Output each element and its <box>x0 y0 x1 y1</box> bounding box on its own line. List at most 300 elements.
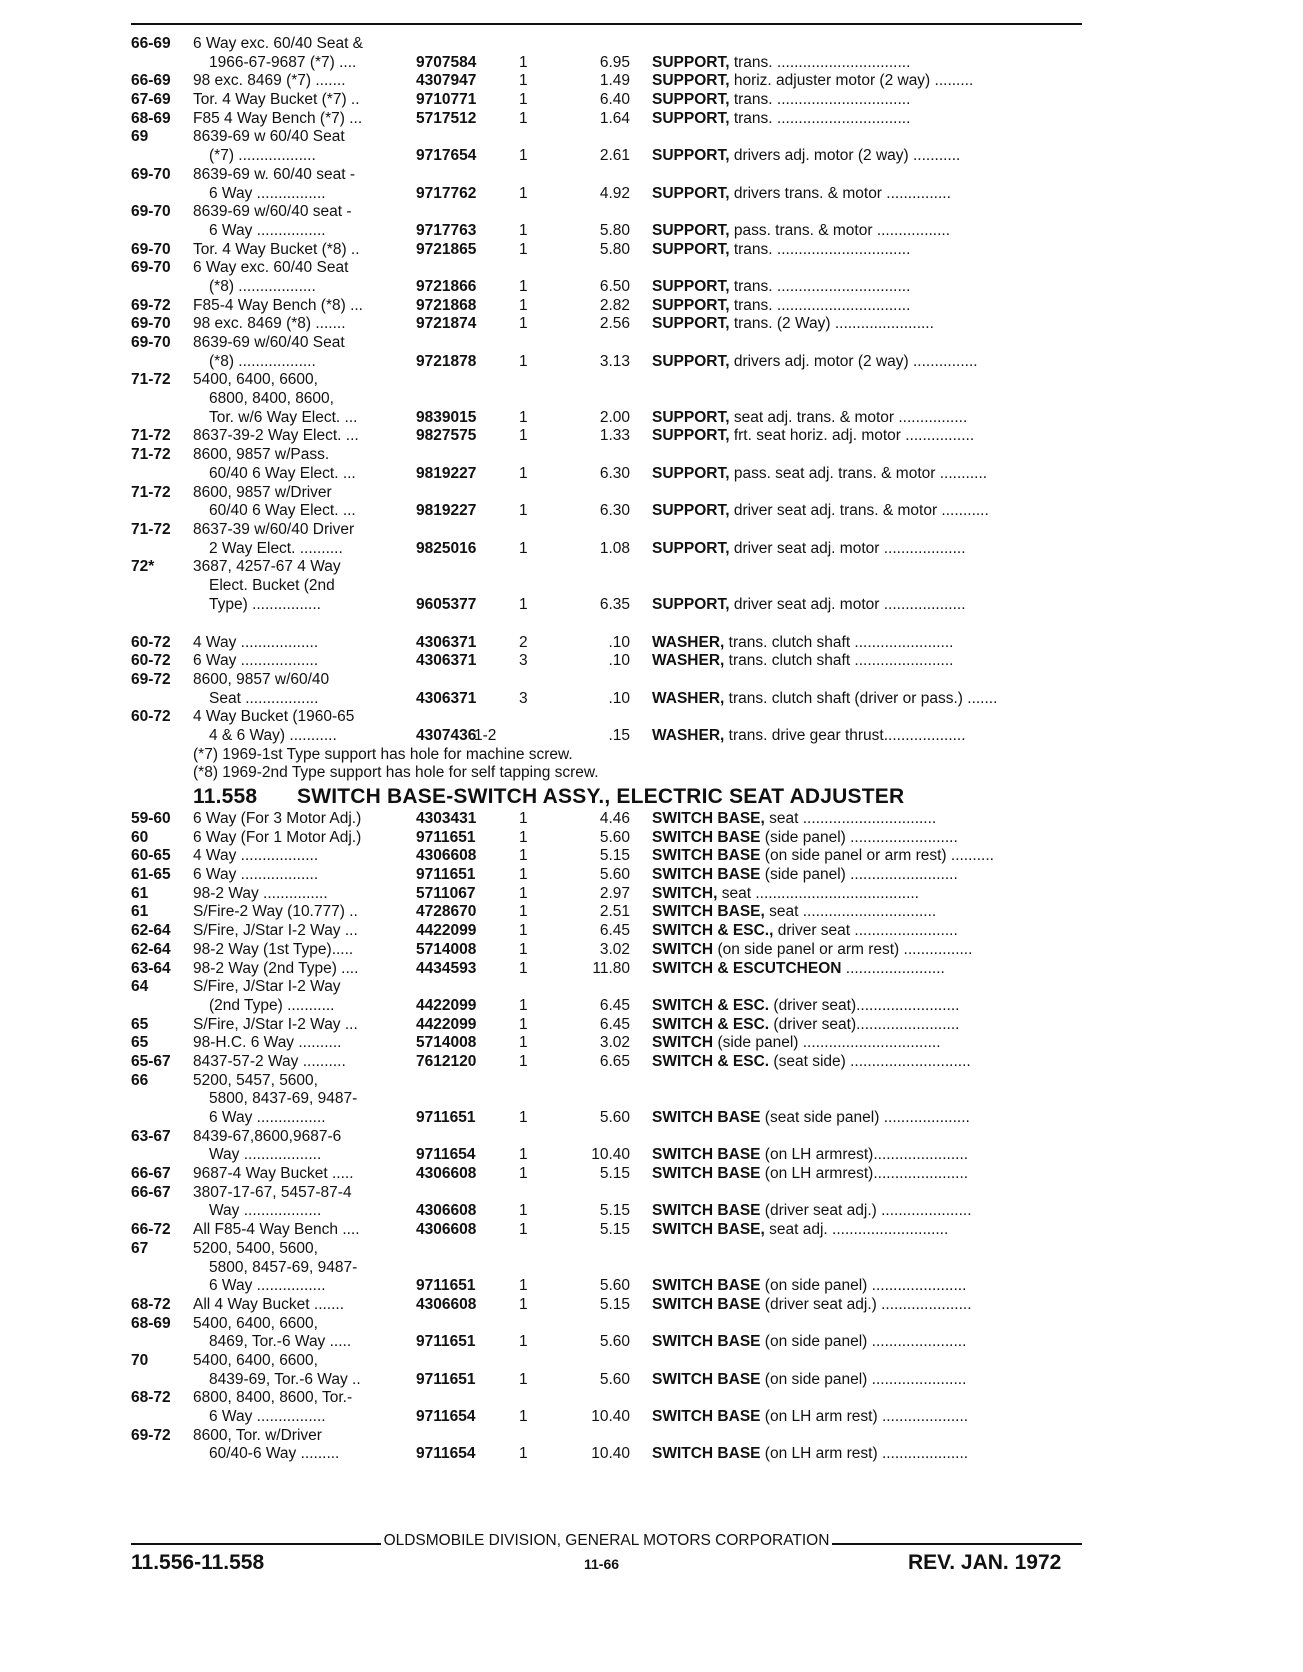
quantity: 1 <box>519 1146 528 1164</box>
quantity: 1 <box>519 1015 528 1033</box>
application: 3687, 4257-67 4 Way <box>193 558 341 576</box>
application: 4 Way .................. <box>193 847 319 865</box>
description-part-name: SUPPORT, <box>652 408 730 426</box>
table-row <box>0 54 1303 73</box>
table-row <box>0 353 1303 372</box>
application: S/Fire-2 Way (10.777) .. <box>193 903 358 921</box>
quantity: 1 <box>519 502 528 520</box>
description <box>652 315 934 334</box>
description-detail: horiz. adjuster motor (2 way) ......... <box>729 72 974 90</box>
description <box>652 1053 971 1072</box>
application: F85-4 Way Bench (*8) ... <box>193 296 363 314</box>
table-row <box>0 690 1303 709</box>
year-range: 69-70 <box>131 334 171 351</box>
table-row <box>0 259 1303 278</box>
quantity: 1 <box>519 539 528 557</box>
part-number: 4306371 <box>416 633 477 651</box>
part-number: 4422099 <box>416 922 477 940</box>
year-range: 69-70 <box>131 315 171 333</box>
year-range: 60 <box>131 828 149 846</box>
year-range: 69-72 <box>131 296 171 314</box>
quantity: 1-2 <box>474 726 497 744</box>
table-row <box>0 166 1303 185</box>
description-detail: trans. drive gear thrust................... <box>724 726 966 744</box>
part-number: 4307436 <box>416 726 477 744</box>
part-number: 9711651 <box>416 1370 476 1388</box>
price: 1.08 <box>599 539 630 557</box>
part-number: 4306608 <box>416 1221 477 1239</box>
part-number: 9721868 <box>416 296 477 314</box>
table-row <box>0 1371 1303 1390</box>
description-detail: drivers adj. motor (2 way) ............... <box>729 352 978 370</box>
year-range: 63-67 <box>131 1127 171 1145</box>
year-range: 69-70 <box>131 165 171 183</box>
year-range: 69-70 <box>131 203 171 221</box>
application: 6 Way (For 3 Motor Adj.) <box>193 810 362 827</box>
price: 5.15 <box>599 1165 630 1183</box>
table-row <box>0 810 1303 829</box>
application: 8639-69 w/60/40 seat - <box>193 203 352 221</box>
quantity: 3 <box>519 689 528 707</box>
part-number: 9717762 <box>416 184 477 202</box>
description <box>652 72 973 91</box>
application: Type) ................ <box>209 595 321 613</box>
description-detail: (on LH armrest)...................... <box>760 1165 969 1183</box>
application: 98-2 Way ............... <box>193 884 328 902</box>
table-row <box>0 847 1303 866</box>
description-part-name: SUPPORT, <box>652 464 730 482</box>
quantity: 1 <box>519 595 528 613</box>
description-detail: driver seat ........................ <box>773 922 958 940</box>
part-number: 5711067 <box>416 884 476 902</box>
description <box>652 278 910 297</box>
year-range: 60-72 <box>131 652 171 670</box>
part-number: 4306608 <box>416 1165 477 1183</box>
quantity: 1 <box>519 147 528 165</box>
price: 10.40 <box>591 1445 630 1463</box>
part-number: 5714008 <box>416 940 477 958</box>
description-detail: (driver seat)........................ <box>769 1015 960 1033</box>
application: 98-2 Way (1st Type)..... <box>193 940 354 958</box>
application: 3807-17-67, 5457-87-4 <box>193 1183 352 1201</box>
price: 2.97 <box>599 884 630 902</box>
description-part-name: SUPPORT, <box>652 352 730 370</box>
table-row <box>0 465 1303 484</box>
description-detail: trans. ............................... <box>729 109 911 127</box>
application: 6 Way ................ <box>209 221 326 239</box>
application: F85 4 Way Bench (*7) ... <box>193 109 363 127</box>
part-number: 9721866 <box>416 277 477 295</box>
description-detail: trans. ............................... <box>729 240 911 258</box>
description <box>652 941 972 960</box>
table-row <box>0 634 1303 653</box>
application: 2 Way Elect. .......... <box>209 539 343 557</box>
year-range: 67-69 <box>131 91 171 109</box>
year-range: 71-72 <box>131 520 171 538</box>
year-range: 71-72 <box>131 446 171 464</box>
description <box>652 147 960 166</box>
description-part-name: SUPPORT, <box>652 502 730 520</box>
application: 4 Way Bucket (1960-65 <box>193 708 355 726</box>
application: 8639-69 w/60/40 Seat <box>193 334 345 351</box>
application: 6 Way exc. 60/40 Seat & <box>193 35 364 52</box>
price: 5.60 <box>599 828 630 846</box>
application: All 4 Way Bucket ....... <box>193 1295 345 1313</box>
description-part-name: SWITCH & ESC. <box>652 1015 770 1033</box>
description-detail: (on LH arm rest) .................... <box>760 1408 969 1425</box>
price: 6.30 <box>599 502 630 520</box>
application: (*7) .................. <box>209 147 316 165</box>
quantity: 1 <box>519 464 528 482</box>
application: 5200, 5400, 5600, <box>193 1239 318 1257</box>
description-detail: trans. ............................... <box>729 296 911 314</box>
quantity: 1 <box>519 1034 528 1052</box>
quantity: 1 <box>519 240 528 258</box>
table-row <box>0 903 1303 922</box>
application: 6 Way ................ <box>209 1277 326 1295</box>
application: 8600, 9857 w/Pass. <box>193 446 330 464</box>
description-part-name: WASHER, <box>652 652 725 670</box>
table-row <box>0 1090 1303 1109</box>
quantity: 1 <box>519 109 528 127</box>
description <box>652 1034 941 1053</box>
price: 1.64 <box>599 109 630 127</box>
description-part-name: WASHER, <box>652 633 725 651</box>
year-range: 68-72 <box>131 1389 171 1407</box>
table-row <box>0 540 1303 559</box>
description <box>652 1408 968 1427</box>
year-range: 62-64 <box>131 922 171 940</box>
year-range: 61 <box>131 903 149 921</box>
application: 60/40 6 Way Elect. ... <box>209 502 356 520</box>
quantity: 1 <box>519 221 528 239</box>
quantity: 1 <box>519 296 528 314</box>
application: 98-2 Way (2nd Type) .... <box>193 959 359 977</box>
year-range: 69-70 <box>131 240 171 258</box>
description <box>652 810 936 829</box>
description <box>652 1371 966 1390</box>
part-number: 9711654 <box>416 1146 476 1164</box>
quantity: 2 <box>519 633 528 651</box>
table-row <box>0 72 1303 91</box>
year-range: 62-64 <box>131 940 171 958</box>
description-part-name: SWITCH BASE <box>652 1333 761 1351</box>
description <box>652 634 953 653</box>
footnote <box>0 764 1303 783</box>
quantity: 1 <box>519 847 528 865</box>
year-range: 61-65 <box>131 866 171 884</box>
year-range: 67 <box>131 1239 149 1257</box>
price: 6.40 <box>599 91 630 109</box>
price: 5.15 <box>599 1221 630 1239</box>
description <box>652 1109 970 1128</box>
description-part-name: SUPPORT, <box>652 539 730 557</box>
price: 10.40 <box>591 1408 630 1425</box>
price: 6.45 <box>599 996 630 1014</box>
part-number: 9605377 <box>416 595 477 613</box>
part-number: 4307947 <box>416 72 477 90</box>
year-range: 72* <box>131 558 155 576</box>
price: 11.80 <box>592 959 630 977</box>
quantity: 1 <box>519 810 528 827</box>
table-row <box>0 652 1303 671</box>
description-part-name: SUPPORT, <box>652 427 730 445</box>
table-row <box>0 521 1303 540</box>
part-number: 9710771 <box>416 91 477 109</box>
description <box>652 540 966 559</box>
application: Way .................. <box>209 1202 322 1220</box>
table-row <box>0 866 1303 885</box>
year-range: 66-69 <box>131 35 171 52</box>
quantity: 1 <box>519 53 528 71</box>
table-row <box>0 1034 1303 1053</box>
year-range: 68-72 <box>131 1295 171 1313</box>
description-part-name: SWITCH <box>652 940 714 958</box>
application: 6 Way ................ <box>209 1109 326 1126</box>
description <box>652 1277 966 1296</box>
year-range: 68-69 <box>131 109 171 127</box>
footer-division: OLDSMOBILE DIVISION, GENERAL MOTORS CORPORATION <box>0 1532 1213 1550</box>
price: 4.46 <box>599 810 630 827</box>
application: Elect. Bucket (2nd <box>209 576 335 594</box>
description-detail: trans. (2 Way) ....................... <box>729 315 934 333</box>
year-range: 60-65 <box>131 847 171 865</box>
description-detail: driver seat adj. motor ................... <box>729 539 966 557</box>
description-part-name: SWITCH & ESC., <box>652 922 774 940</box>
quantity: 1 <box>519 427 528 445</box>
footer-page-number: 11-66 <box>584 1556 620 1572</box>
price: 5.80 <box>599 221 630 239</box>
price: 2.56 <box>599 315 630 333</box>
table-row <box>0 1315 1303 1334</box>
part-number: 9721874 <box>416 315 477 333</box>
description-detail: pass. seat adj. trans. & motor ........... <box>729 464 988 482</box>
description-part-name: SWITCH BASE <box>652 1202 761 1220</box>
description <box>652 54 910 73</box>
year-range: 63-64 <box>131 959 171 977</box>
application: 6 Way .................. <box>193 652 319 670</box>
description-detail: trans. ............................... <box>729 277 911 295</box>
application: 98 exc. 8469 (*8) ....... <box>193 315 346 333</box>
description-detail: (on side panel or arm rest) .......... <box>760 847 994 865</box>
description-part-name: SUPPORT, <box>652 595 730 613</box>
application: 6 Way (For 1 Motor Adj.) <box>193 828 362 846</box>
section-title: SWITCH BASE-SWITCH ASSY., ELECTRIC SEAT ADJUSTER <box>297 785 905 808</box>
table-row <box>0 1128 1303 1147</box>
quantity: 1 <box>519 1052 528 1070</box>
description-detail: (driver seat adj.) ..................... <box>760 1202 972 1220</box>
table-row <box>0 997 1303 1016</box>
description-detail: drivers adj. motor (2 way) ........... <box>729 147 961 165</box>
table-row <box>0 297 1303 316</box>
description-part-name: SWITCH & ESCUTCHEON <box>652 959 842 977</box>
table-row <box>0 1277 1303 1296</box>
description-detail: trans. clutch shaft ....................... <box>724 652 954 670</box>
description-part-name: SWITCH & ESC. <box>652 1052 770 1070</box>
price: 5.15 <box>599 847 630 865</box>
part-number: 4306608 <box>416 1295 477 1313</box>
application: 5800, 8457-69, 9487- <box>209 1258 358 1276</box>
price: 5.15 <box>599 1202 630 1220</box>
application: (*8) .................. <box>209 277 316 295</box>
application: 1966-67-9687 (*7) .... <box>209 53 357 71</box>
part-number: 4303431 <box>416 810 477 827</box>
table-row <box>0 1445 1303 1464</box>
year-range: 66-72 <box>131 1221 171 1239</box>
description-part-name: WASHER, <box>652 726 725 744</box>
description-part-name: SWITCH BASE <box>652 1165 761 1183</box>
application: 5200, 5457, 5600, <box>193 1071 318 1089</box>
table-row <box>0 278 1303 297</box>
application: 6 Way ................ <box>209 184 326 202</box>
part-number: 4306608 <box>416 847 477 865</box>
application: (*8) .................. <box>209 352 316 370</box>
description-detail: driver seat adj. trans. & motor ........... <box>729 502 989 520</box>
part-number: 5714008 <box>416 1034 477 1052</box>
year-range: 66-67 <box>131 1165 171 1183</box>
description <box>652 297 910 316</box>
description-detail: seat ...................................... <box>717 884 919 902</box>
description <box>652 353 978 372</box>
table-row <box>0 1202 1303 1221</box>
table-row <box>0 1427 1303 1446</box>
price: 2.61 <box>599 147 630 165</box>
description-part-name: SWITCH BASE <box>652 1445 761 1463</box>
table-row <box>0 446 1303 465</box>
section-number: 11.558 <box>193 785 258 808</box>
price: 6.45 <box>599 922 630 940</box>
description-part-name: SUPPORT, <box>652 296 730 314</box>
application: 8600, Tor. w/Driver <box>193 1426 322 1444</box>
application: 60/40 6 Way Elect. ... <box>209 464 356 482</box>
price: 10.40 <box>591 1146 630 1164</box>
price: 6.35 <box>599 595 630 613</box>
application: 9687-4 Way Bucket ..... <box>193 1165 354 1183</box>
quantity: 1 <box>519 1109 528 1126</box>
quantity: 1 <box>519 1333 528 1351</box>
application: 5400, 6400, 6600, <box>193 371 318 389</box>
description-part-name: SWITCH & ESC. <box>652 996 770 1014</box>
price: 5.80 <box>599 240 630 258</box>
description <box>652 1165 968 1184</box>
price: 2.00 <box>599 408 630 426</box>
description <box>652 465 987 484</box>
description-detail: driver seat adj. motor ................... <box>729 595 966 613</box>
part-number: 9711651 <box>416 1277 476 1295</box>
description-detail: (driver seat)........................ <box>769 996 960 1014</box>
description <box>652 409 967 428</box>
description-part-name: SWITCH <box>652 1034 714 1052</box>
table-row <box>0 577 1303 596</box>
table-row <box>0 1333 1303 1352</box>
description <box>652 997 959 1016</box>
description <box>652 652 953 671</box>
description <box>652 91 910 110</box>
section-heading <box>0 783 1303 810</box>
year-range: 68-69 <box>131 1314 171 1332</box>
table-row <box>0 371 1303 390</box>
year-range: 69-70 <box>131 259 171 277</box>
year-range: 65 <box>131 1034 149 1052</box>
description-detail: trans. clutch shaft ....................... <box>724 633 954 651</box>
year-range: 69 <box>131 128 149 146</box>
table-row <box>0 1016 1303 1035</box>
part-number: 9717654 <box>416 147 477 165</box>
application: 6800, 8400, 8600, <box>209 390 334 408</box>
quantity: 1 <box>519 1445 528 1463</box>
part-number: 9711651 <box>416 828 476 846</box>
description <box>652 903 936 922</box>
description-detail: trans. clutch shaft (driver or pass.) ....... <box>724 689 998 707</box>
price: 5.60 <box>599 1277 630 1295</box>
table-row <box>0 427 1303 446</box>
description-detail: (on side panel) ...................... <box>760 1370 967 1388</box>
year-range: 65-67 <box>131 1052 171 1070</box>
part-number: 7612120 <box>416 1052 477 1070</box>
year-range: 69-72 <box>131 670 171 688</box>
quantity: 1 <box>519 940 528 958</box>
description-part-name: SWITCH BASE, <box>652 903 765 921</box>
price: 6.45 <box>599 1015 630 1033</box>
application: 8600, 9857 w/60/40 <box>193 670 330 688</box>
table-row <box>0 334 1303 353</box>
application: Tor. 4 Way Bucket (*8) .. <box>193 240 360 258</box>
price: 3.13 <box>599 352 630 370</box>
table-row <box>0 558 1303 577</box>
description <box>652 1202 972 1221</box>
part-number: 4306371 <box>416 652 477 670</box>
application: Tor. w/6 Way Elect. ... <box>209 408 358 426</box>
table-row <box>0 614 1303 633</box>
year-range: 71-72 <box>131 371 171 389</box>
application: S/Fire, J/Star I-2 Way <box>193 978 341 996</box>
quantity: 1 <box>519 315 528 333</box>
part-number: 9721878 <box>416 352 477 370</box>
application: 60/40-6 Way ......... <box>209 1445 340 1463</box>
description-detail: (on side panel) ...................... <box>760 1277 967 1295</box>
description <box>652 1146 968 1165</box>
description-detail: seat ............................... <box>764 903 937 921</box>
table-row <box>0 1389 1303 1408</box>
table-row <box>0 484 1303 503</box>
description <box>652 427 974 446</box>
part-number: 4422099 <box>416 1015 477 1033</box>
quantity: 1 <box>519 408 528 426</box>
table-row <box>0 978 1303 997</box>
price: 1.33 <box>599 427 630 445</box>
table-row <box>0 727 1303 746</box>
part-number: 9711651 <box>416 1109 476 1126</box>
table-row <box>0 1146 1303 1165</box>
table-row <box>0 315 1303 334</box>
description-detail: (on LH armrest)...................... <box>760 1146 969 1164</box>
price: 2.82 <box>599 296 630 314</box>
application: All F85-4 Way Bench .... <box>193 1221 360 1239</box>
description <box>652 847 994 866</box>
description <box>652 222 950 241</box>
quantity: 1 <box>519 1277 528 1295</box>
part-number: 4728670 <box>416 903 477 921</box>
table-row <box>0 1221 1303 1240</box>
table-row <box>0 1165 1303 1184</box>
description <box>652 185 951 204</box>
year-range: 69-72 <box>131 1426 171 1444</box>
application: 8637-39 w/60/40 Driver <box>193 520 355 538</box>
description-part-name: SUPPORT, <box>652 315 730 333</box>
table-row <box>0 829 1303 848</box>
description-detail: trans. ............................... <box>729 91 911 109</box>
description-part-name: SUPPORT, <box>652 72 730 90</box>
